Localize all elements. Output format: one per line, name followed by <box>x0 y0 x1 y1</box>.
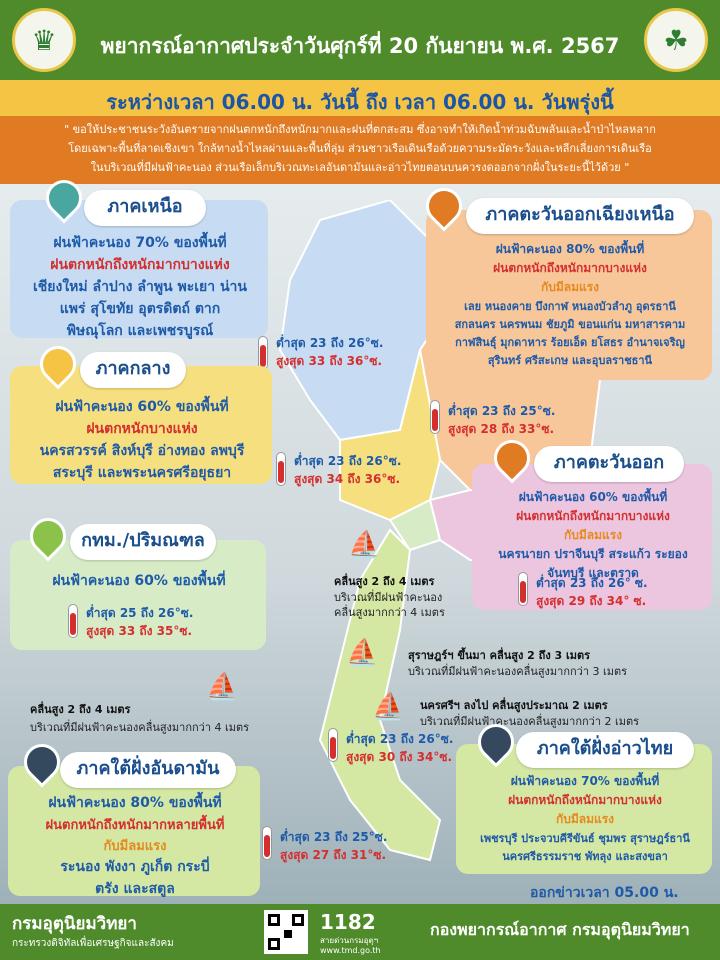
south-gulf-provinces: เพชรบุรี ประจวบคีรีขันธ์ ชุมพร สุราษฎร์ธานี <box>480 832 690 845</box>
northeast-provinces: กาฬสินธุ์ มุกดาหาร ร้อยเอ็ด ยโสธร อำนาจเจริญ <box>455 336 685 349</box>
thermometer-icon <box>262 826 272 860</box>
east-temp-max: สูงสุด 29 ถึง 34° ซ. <box>536 594 647 608</box>
hotline-caption: สายด่วนกรมอุตุฯ <box>320 936 379 945</box>
region-title-east: ภาคตะวันออก <box>534 446 684 482</box>
east-heavy-rain: ฝนตกหนักถึงหนักมากบางแห่ง <box>516 509 670 523</box>
central-provinces: สระบุรี และพระนครศรีอยุธยา <box>52 465 232 481</box>
issue-time: ออกข่าวเวลา 05.00 น. <box>530 885 679 901</box>
bangkok-rain: ฝนฟ้าคะนอง 60% ของพื้นที่ <box>52 573 226 589</box>
andaman-wave-title: คลื่นสูง 2 ถึง 4 เมตร <box>30 703 131 716</box>
warning-line-2: โดยเฉพาะพื้นที่ลาดเชิงเขา ใกล้ทางน้ำไหลผ่านและพื้นที่ลุ่ม ส่วนชาวเรือเดินเรือด้วยความระมัดระวังและหลีกเลี่ยงการเดินเรือ <box>68 142 652 155</box>
central-temp-min: ต่ำสุด 23 ถึง 26°ซ. <box>294 454 402 468</box>
region-title-northeast: ภาคตะวันออกเฉียงเหนือ <box>466 198 694 234</box>
thermometer-icon <box>328 728 338 762</box>
northeast-heavy-rain: ฝนตกหนักถึงหนักมากบางแห่ง <box>493 261 647 275</box>
south-andaman-provinces: ตรัง และสตูล <box>95 881 175 897</box>
northeast-provinces: สกลนคร นครพนม ชัยภูมิ ขอนแก่น มหาสารคาม <box>454 318 686 331</box>
northeast-wind: กับมีลมแรง <box>540 280 600 294</box>
qr-code-icon[interactable] <box>264 910 308 954</box>
boat-wave-icon: ⛵ <box>372 692 405 722</box>
northeast-provinces: เลย หนองคาย บึงกาฬ หนองบัวลำภู อุดรธานี <box>464 300 676 313</box>
central-provinces: นครสวรรค์ สิงห์บุรี อ่างทอง ลพบุรี <box>39 443 245 459</box>
gulf-upper-wave-title: คลื่นสูง 2 ถึง 4 เมตร <box>334 575 435 588</box>
thermometer-icon <box>518 572 528 606</box>
south-gulf-heavy-rain: ฝนตกหนักถึงหนักมากบางแห่ง <box>508 793 662 807</box>
hotline-number: 1182 <box>320 910 376 934</box>
northeast-provinces: สุรินทร์ ศรีสะเกษ และอุบลราชธานี <box>487 354 653 367</box>
east-temp-min: ต่ำสุด 23 ถึง 26° ซ. <box>536 576 648 590</box>
footer-org: กรมอุตุนิยมวิทยา <box>12 914 137 934</box>
south-andaman-wind: กับมีลมแรง <box>103 839 167 854</box>
region-title-north: ภาคเหนือ <box>84 190 206 226</box>
boat-wave-icon: ⛵ <box>348 530 381 560</box>
boat-wave-icon: ⛵ <box>206 672 239 702</box>
north-heavy-rain: ฝนตกหนักถึงหนักมากบางแห่ง <box>50 257 230 273</box>
gulf-upper-wave-line: คลื่นสูงมากกว่า 4 เมตร <box>334 606 445 619</box>
central-temp-max: สูงสุด 34 ถึง 36°ซ. <box>294 472 401 486</box>
region-title-bangkok: กทม./ปริมณฑล <box>70 524 216 560</box>
south-andaman-forecast <box>12 792 258 900</box>
north-provinces: พิษณุโลก และเพชรบูรณ์ <box>66 323 214 339</box>
north-rain: ฝนฟ้าคะนอง 70% ของพื้นที่ <box>53 235 227 251</box>
east-provinces: จันทบุรี และตราด <box>547 566 639 580</box>
south-andaman-temp-max: สูงสุด 27 ถึง 31°ซ. <box>280 848 387 862</box>
thermometer-icon <box>276 452 286 486</box>
warning-line-1: " ขอให้ประชาชนระวังอันตรายจากฝนตกหนักถึงหนักมากและฝนที่ตกสะสม ซึ่งอาจทำให้เกิดน้ำท่วมฉับพลันและน้ำป่าไหลหลาก <box>64 123 656 136</box>
region-title-south-andaman: ภาคใต้ฝั่งอันดามัน <box>60 752 236 788</box>
gulf-mid-wave-title: สุราษฎร์ฯ ขึ้นมา คลื่นสูง 2 ถึง 3 เมตร <box>408 649 591 662</box>
region-title-south-gulf: ภาคใต้ฝั่งอ่าวไทย <box>516 732 694 768</box>
footer-ministry: กระทรวงดิจิทัลเพื่อเศรษฐกิจและสังคม <box>12 938 174 949</box>
warning-line-3: ในบริเวณที่มีฝนฟ้าคะนอง ส่วนเรือเล็กบริเวณทะเลอันดามันและอ่าวไทยตอนบนควรงดออกจากฝั่งในระยะนี้ไว้ด้วย " <box>90 161 630 174</box>
northeast-forecast <box>430 240 710 369</box>
ministry-emblem-icon: ♛ <box>12 8 76 72</box>
south-gulf-rain: ฝนฟ้าคะนอง 70% ของพื้นที่ <box>510 774 660 788</box>
south-andaman-provinces: ระนอง พังงา ภูเก็ต กระบี่ <box>60 859 210 875</box>
south-andaman-heavy-rain: ฝนตกหนักถึงหนักมากหลายพื้นที่ <box>45 818 225 833</box>
bangkok-temp-min: ต่ำสุด 25 ถึง 26°ซ. <box>86 606 194 620</box>
met-department-emblem-icon: ☘ <box>644 8 708 72</box>
website-link[interactable]: www.tmd.go.th <box>320 946 381 955</box>
gulf-south-wave-title: นครศรีฯ ลงไป คลื่นสูงประมาณ 2 เมตร <box>420 699 608 712</box>
page-title: พยากรณ์อากาศประจำวันศุกร์ที่ 20 กันยายน พ.ศ. 2567 <box>100 34 620 58</box>
gulf-upper-wave-line: บริเวณที่มีฝนฟ้าคะนอง <box>334 591 443 604</box>
forecast-period: ระหว่างเวลา 06.00 น. วันนี้ ถึง เวลา 06.00 น. วันพรุ่งนี้ <box>106 90 614 114</box>
central-forecast <box>14 396 270 484</box>
south-andaman-temp-min: ต่ำสุด 23 ถึง 25°ซ. <box>280 830 388 844</box>
south-gulf-wind: กับมีลมแรง <box>555 812 615 826</box>
north-temp-min: ต่ำสุด 23 ถึง 26°ซ. <box>276 336 384 350</box>
northeast-rain: ฝนฟ้าคะนอง 80% ของพื้นที่ <box>495 242 645 256</box>
north-provinces: เชียงใหม่ ลำปาง ลำพูน พะเยา น่าน <box>33 279 247 295</box>
thermometer-icon <box>258 336 268 370</box>
east-provinces: นครนายก ปราจีนบุรี สระแก้ว ระยอง <box>498 547 688 561</box>
south-gulf-temp-min: ต่ำสุด 23 ถึง 26°ซ. <box>346 732 454 746</box>
central-rain: ฝนฟ้าคะนอง 60% ของพื้นที่ <box>55 399 229 415</box>
east-rain: ฝนฟ้าคะนอง 60% ของพื้นที่ <box>518 490 668 504</box>
boat-wave-icon: ⛵ <box>346 638 379 668</box>
south-gulf-temp-max: สูงสุด 30 ถึง 34°ซ. <box>346 750 453 764</box>
gulf-south-wave-line: บริเวณที่มีฝนฟ้าคะนองคลื่นสูงมากกว่า 2 เมตร <box>420 715 640 728</box>
south-andaman-rain: ฝนฟ้าคะนอง 80% ของพื้นที่ <box>48 795 222 811</box>
north-provinces: แพร่ สุโขทัย อุตรดิตถ์ ตาก <box>59 301 221 317</box>
east-wind: กับมีลมแรง <box>563 528 623 542</box>
north-forecast <box>14 232 266 342</box>
thermometer-icon <box>430 400 440 434</box>
northeast-temp-min: ต่ำสุด 23 ถึง 25°ซ. <box>448 404 556 418</box>
east-forecast <box>476 488 710 583</box>
northeast-temp-max: สูงสุด 28 ถึง 33°ซ. <box>448 422 555 436</box>
andaman-wave-line: บริเวณที่มีฝนฟ้าคะนองคลื่นสูงมากกว่า 4 เมตร <box>30 721 250 734</box>
gulf-mid-wave-line: บริเวณที่มีฝนฟ้าคะนองคลื่นสูงมากกว่า 3 เมตร <box>408 665 628 678</box>
central-heavy-rain: ฝนตกหนักบางแห่ง <box>86 421 198 437</box>
south-gulf-provinces: นครศรีธรรมราช พัทลุง และสงขลา <box>502 850 668 863</box>
north-temp-max: สูงสุด 33 ถึง 36°ซ. <box>276 354 383 368</box>
footer-division: กองพยากรณ์อากาศ กรมอุตุนิยมวิทยา <box>430 920 690 939</box>
south-gulf-forecast <box>460 772 710 865</box>
warning-text <box>20 120 700 177</box>
bangkok-temp-max: สูงสุด 33 ถึง 35°ซ. <box>86 624 193 638</box>
thermometer-icon <box>68 604 78 638</box>
region-title-central: ภาคกลาง <box>80 352 186 388</box>
